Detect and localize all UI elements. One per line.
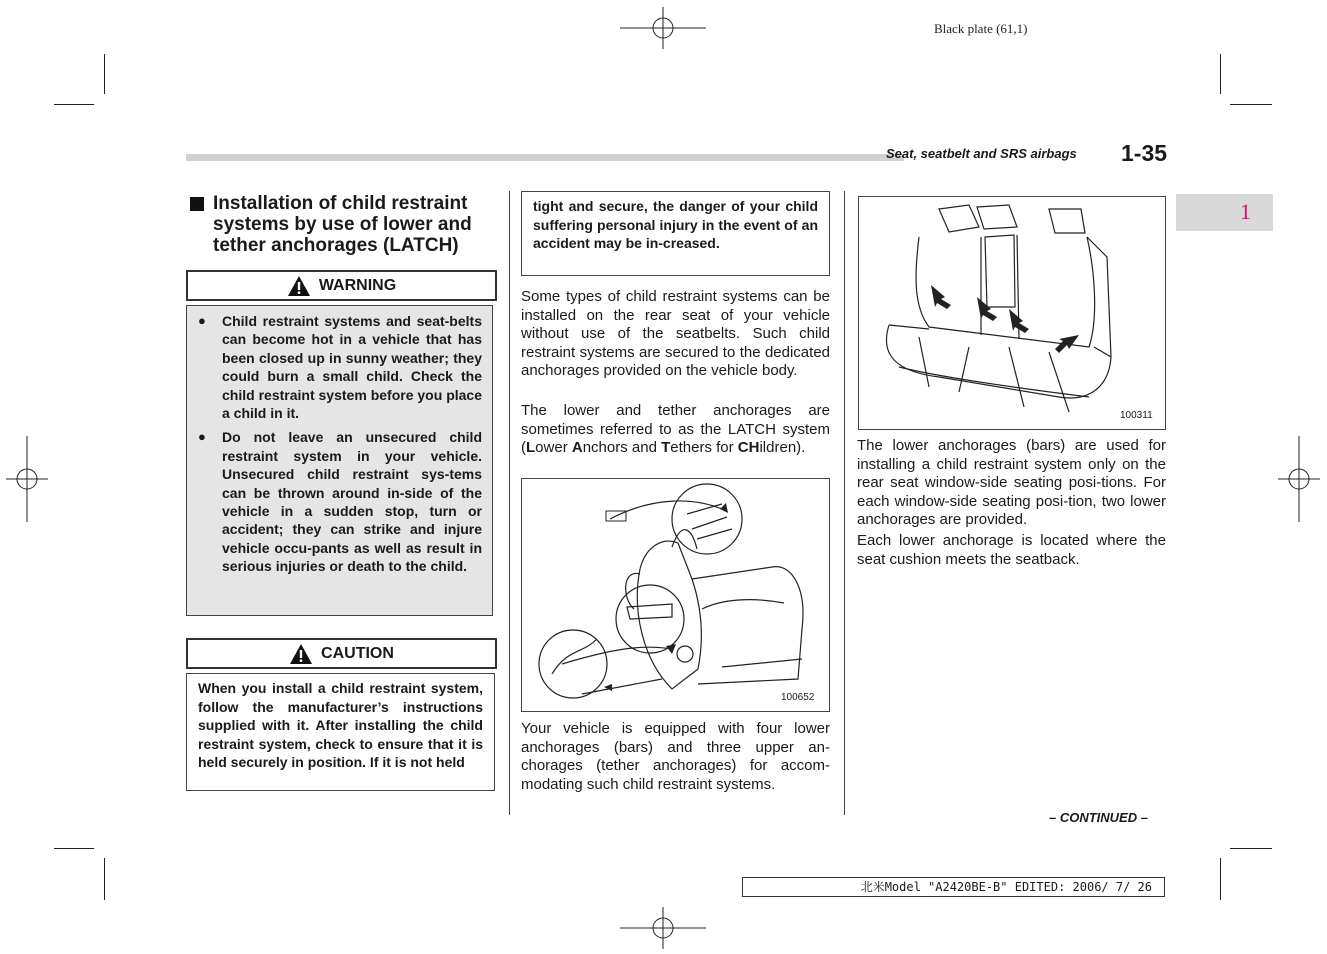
- paragraph: Your vehicle is equipped with four lower anchorages (bars) and three upper an-chorages (tether anchorages) for accom-modating such child restraint systems.: [521, 720, 830, 793]
- paragraph: Each lower anchorage is located where the seat cushion meets the seatback.: [857, 532, 1166, 568]
- edit-info-box: 北米Model "A2420BE-B" EDITED: 2006/ 7/ 26: [742, 877, 1165, 897]
- caution-continued-box: tight and secure, the danger of your child suffering personal injury in the event of an accident may be in-creased.: [521, 191, 830, 276]
- warning-title: WARNING: [318, 276, 397, 294]
- warning-body: [186, 305, 493, 616]
- chapter-number: 1: [1240, 199, 1251, 224]
- registration-mark-bottom: [620, 907, 706, 949]
- registration-mark-top: [620, 7, 706, 49]
- warning-title-box: [186, 270, 497, 301]
- column-divider: [509, 191, 510, 815]
- column-divider: [844, 191, 845, 815]
- warning-triangle-icon: [287, 275, 311, 297]
- registration-mark-right: [1278, 436, 1320, 522]
- plate-label: Black plate (61,1): [934, 21, 1028, 36]
- caution-triangle-icon: [289, 643, 313, 665]
- bullet-icon: ●: [198, 429, 206, 445]
- header-rule: [186, 154, 904, 161]
- caution-body: When you install a child restraint system, follow the manufacturer’s instructions supplied with it. After installing the child restraint system, check to ensure that it is held securely in position. If it is not held: [186, 673, 495, 791]
- paragraph: Some types of child restraint systems can be installed on the rear seat of your vehicle without use of the seatbelts. Such child restraint systems are secured to the dedicated anchorages provided on the vehicle body.: [521, 288, 830, 379]
- caution-title: CAUTION: [321, 644, 394, 662]
- continued-label: – CONTINUED –: [1049, 810, 1148, 825]
- bullet-icon: ●: [198, 313, 206, 328]
- caution-title-box: [186, 638, 497, 669]
- warning-bullet: ● Child restraint systems and seat-belts can become hot in a vehicle that has been closed up in sunny weather; they could burn a small child. Check the child restraint system before you place a child in it.: [198, 313, 482, 422]
- section-title: Seat, seatbelt and SRS airbags: [886, 146, 1077, 161]
- page-number: 1-35: [1121, 140, 1168, 166]
- rear-seat-drawing: [859, 197, 1165, 429]
- heading-square-icon: [190, 197, 204, 211]
- warning-bullet: ● Do not leave an unsecured child restraint system in your vehicle. Unsecured child restraint sys-tems can be thrown around in-side of the vehicle in a sudden stop, turn or accident; they can strike and injure vehicle occu-pants as well as result in serious injuries or death to the child.: [198, 429, 482, 575]
- paragraph: The lower anchorages (bars) are used for installing a child restraint system only on the rear seat window-side seating posi-tions. For each window-side seating posi-tion, two lower anchorages are provided.: [857, 437, 1166, 528]
- chapter-tab[interactable]: [1176, 194, 1273, 231]
- figure-code: 100311: [1120, 410, 1153, 421]
- child-seat-illustration: [521, 478, 830, 712]
- heading-text: Installation of child restraint systems by use of lower and tether anchorages (LATCH): [213, 193, 472, 256]
- latch-paragraph: The lower and tether anchorages are sometimes referred to as the LATCH system (Lower Anchors and Tethers for CHildren).: [521, 402, 830, 456]
- child-seat-drawing: [522, 479, 829, 711]
- registration-mark-left: [6, 436, 48, 522]
- section-heading: [190, 193, 500, 256]
- figure-code: 100652: [781, 692, 815, 703]
- rear-seat-illustration: [858, 196, 1166, 430]
